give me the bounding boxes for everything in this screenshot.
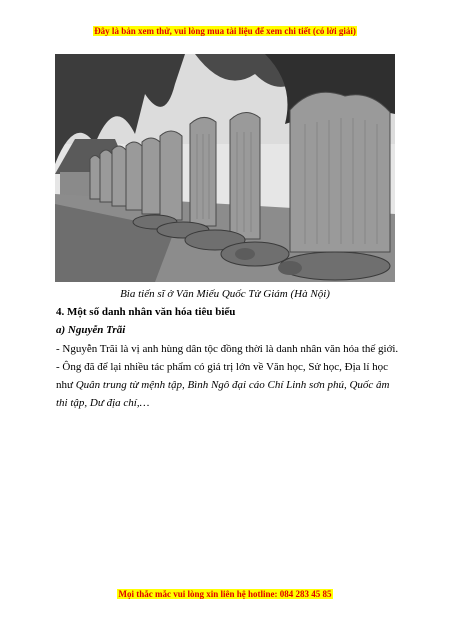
paragraph-2-prefix: như — [56, 379, 76, 391]
stele-photo — [55, 54, 395, 282]
subheading: a) Nguyễn Trãi — [56, 324, 126, 336]
paragraph-2-line-1: - Ông đã để lại nhiều tác phẩm có giá trị lớn về Văn học, Sử học, Địa lí học — [56, 361, 389, 373]
preview-banner-text: Đây là bản xem thử, vui lòng mua tài liệu để xem chi tiết (có lời giải) — [94, 26, 356, 36]
preview-banner — [0, 26, 450, 36]
photo-caption: Bia tiến sĩ ở Văn Miếu Quốc Tử Giám (Hà Nội) — [120, 288, 330, 300]
works-list: Quân trung từ mệnh tập, Bình Ngô đại cáo Chí Linh sơn phú, Quốc âm — [75, 379, 390, 391]
paragraph-2-line-2 — [56, 379, 389, 391]
paragraph-2-line-3 — [56, 397, 149, 409]
section-heading: 4. Một số danh nhân văn hóa tiêu biểu — [56, 306, 236, 318]
paragraph-1: - Nguyễn Trãi là vị anh hùng dân tộc đồng thời là danh nhân văn hóa thế giới. — [56, 343, 399, 355]
hotline-banner — [0, 589, 450, 599]
works-list-end: thi tập, Dư địa chí,… — [56, 397, 150, 409]
hotline-banner-text: Mọi thắc mắc vui lòng xin liên hệ hotline: 084 283 45 85 — [118, 589, 332, 599]
